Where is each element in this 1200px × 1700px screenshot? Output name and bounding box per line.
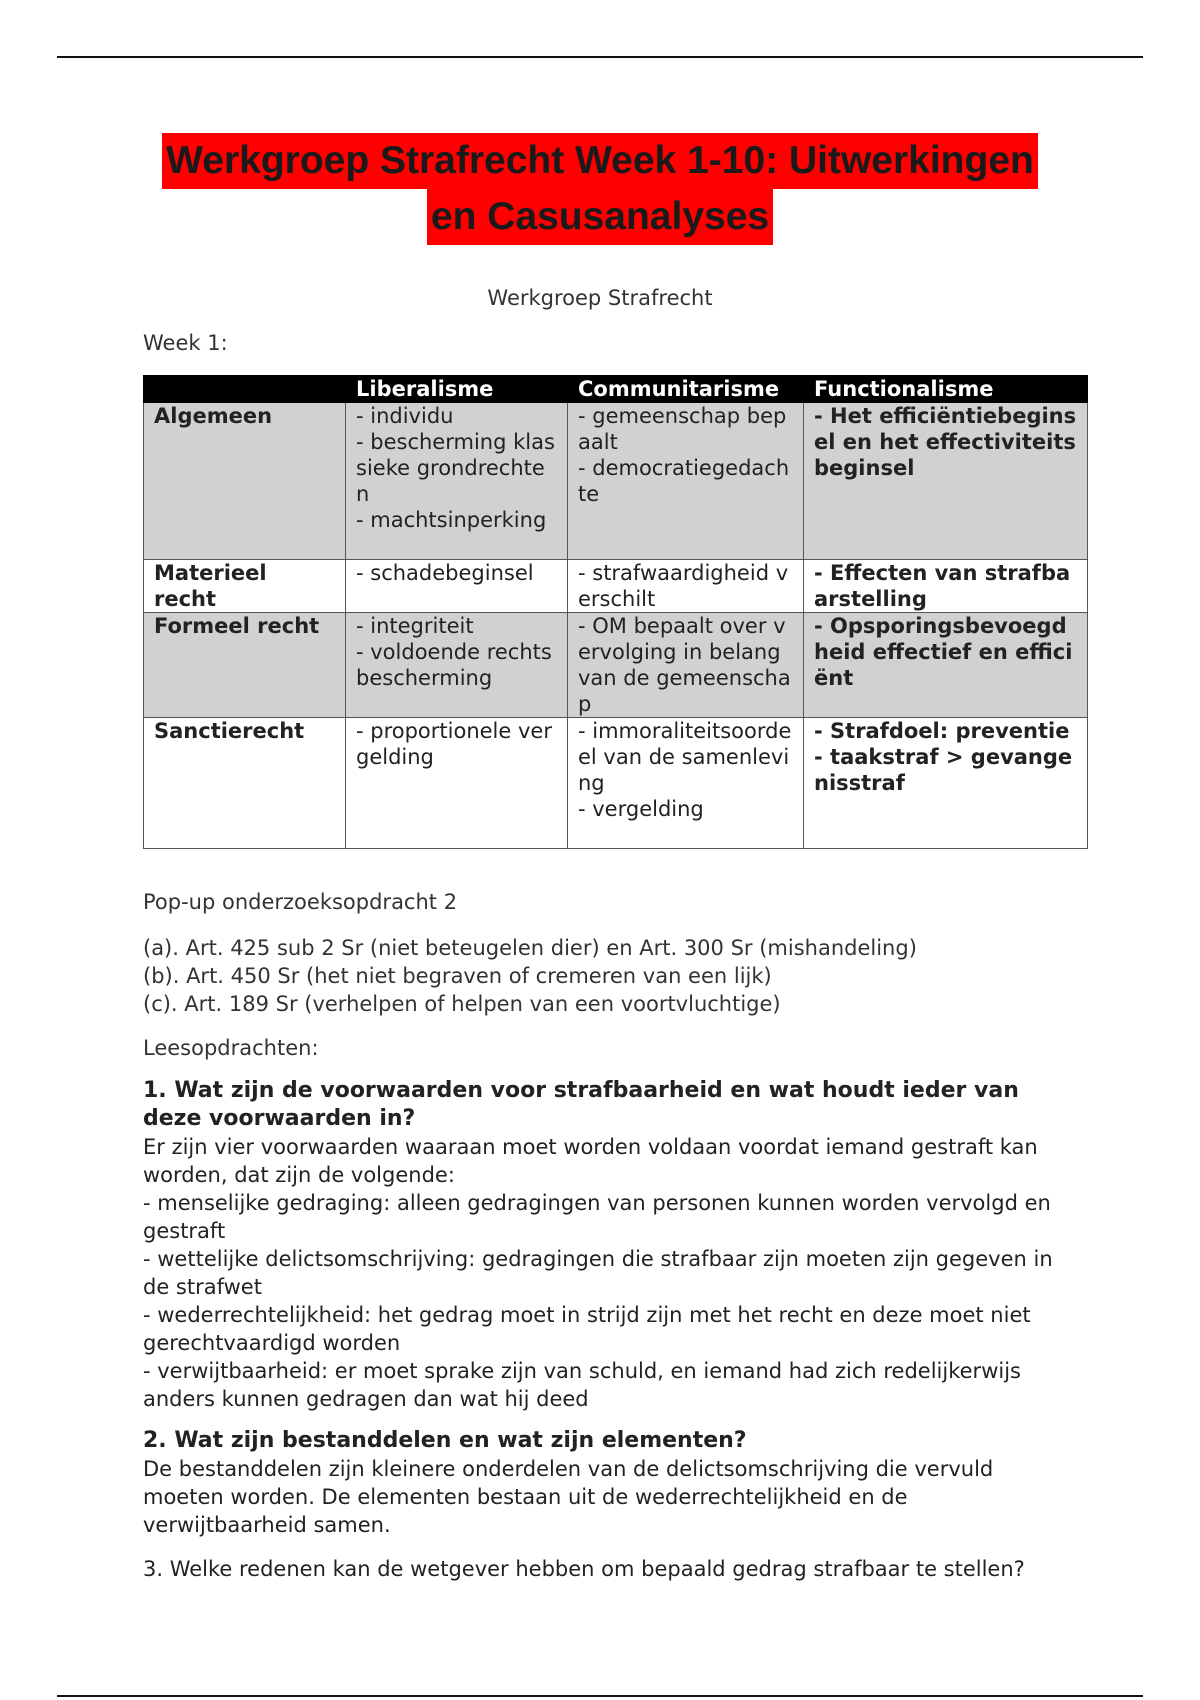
cell-line: - gemeenschap bepaalt <box>578 404 787 454</box>
answer-paragraph: - wettelijke delictsomschrijving: gedragingen die strafbaar zijn moeten zijn gegeven in de strafwet <box>143 1247 1053 1299</box>
row-label: Materieel recht <box>144 560 346 613</box>
cell-line: - immoraliteitsoordeel van de samenleving <box>578 719 792 795</box>
cell-liberalisme <box>346 613 568 718</box>
question-3 <box>143 1555 1073 1583</box>
cell-communitarisme <box>568 613 804 718</box>
question-heading-plain: 3. Welke redenen kan de wetgever hebben om bepaald gedrag strafbaar te stellen? <box>143 1557 1025 1581</box>
cell-liberalisme <box>346 403 568 560</box>
table-row <box>144 403 1088 560</box>
answer-paragraph: - verwijtbaarheid: er moet sprake zijn van schuld, en iemand had zich redelijkerwijs anders kunnen gedragen dan wat hij deed <box>143 1359 1021 1411</box>
header-functionalisme: Functionalisme <box>804 376 1088 403</box>
cell-line: - bescherming klassieke grondrechten <box>356 430 555 506</box>
table-row <box>144 718 1088 849</box>
cell-line: - Opsporingsbevoegdheid effectief en efficiënt <box>814 614 1073 690</box>
cell-line: - democratiegedachte <box>578 456 790 506</box>
cell-line: - Het efficiëntiebeginsel en het effectiviteitsbeginsel <box>814 404 1077 480</box>
cell-functionalisme <box>804 718 1088 849</box>
cell-line: - schadebeginsel <box>356 561 534 585</box>
cell-line: - voldoende rechtsbescherming <box>356 640 552 690</box>
article-item: (a). Art. 425 sub 2 Sr (niet beteugelen dier) en Art. 300 Sr (mishandeling) <box>143 936 917 960</box>
cell-communitarisme <box>568 560 804 613</box>
cell-line: - proportionele vergelding <box>356 719 552 769</box>
question-1 <box>143 1077 1073 1413</box>
cell-line: - vergelding <box>578 797 704 821</box>
article-item: (c). Art. 189 Sr (verhelpen of helpen van een voortvluchtige) <box>143 992 781 1016</box>
cell-line: - taakstraf > gevangenisstraf <box>814 745 1073 795</box>
cell-liberalisme <box>346 718 568 849</box>
cell-communitarisme <box>568 403 804 560</box>
question-heading: 1. Wat zijn de voorwaarden voor strafbaarheid en wat houdt ieder van deze voorwaarden in? <box>143 1078 1019 1131</box>
row-label: Formeel recht <box>144 613 346 718</box>
cell-functionalisme <box>804 560 1088 613</box>
table-header-row <box>144 376 1088 403</box>
article-list <box>143 934 917 1018</box>
header-communitarisme: Communitarisme <box>568 376 804 403</box>
answer-paragraph: Er zijn vier voorwaarden waaraan moet worden voldaan voordat iemand gestraft kan worden, dat zijn de volgende: <box>143 1135 1038 1187</box>
reading-assignments-title: Leesopdrachten: <box>143 1036 319 1060</box>
comparison-table <box>143 375 1088 849</box>
header-empty <box>144 376 346 403</box>
cell-functionalisme <box>804 403 1088 560</box>
cell-liberalisme <box>346 560 568 613</box>
subtitle: Werkgroep Strafrecht <box>487 286 713 310</box>
table-row <box>144 613 1088 718</box>
answer-paragraph: - wederrechtelijkheid: het gedrag moet in strijd zijn met het recht en deze moet niet gerechtvaardigd worden <box>143 1303 1031 1355</box>
answer-paragraph: - menselijke gedraging: alleen gedragingen van personen kunnen worden vervolgd en gestraft <box>143 1191 1051 1243</box>
cell-line: - Strafdoel: preventie <box>814 719 1070 743</box>
cell-line: - OM bepaalt over vervolging in belang van de gemeenschap <box>578 614 791 716</box>
row-label: Algemeen <box>144 403 346 560</box>
question-2 <box>143 1427 1073 1539</box>
title-line-2: en Casusanalyses <box>427 189 773 245</box>
cell-functionalisme <box>804 613 1088 718</box>
cell-line: - machtsinperking <box>356 508 547 532</box>
cell-line: - strafwaardigheid verschilt <box>578 561 789 611</box>
top-rule <box>57 56 1143 58</box>
question-heading: 2. Wat zijn bestanddelen en wat zijn elementen? <box>143 1428 747 1453</box>
cell-communitarisme <box>568 718 804 849</box>
answer-paragraph: De bestanddelen zijn kleinere onderdelen van de delictsomschrijving die vervuld moeten worden. De elementen bestaan uit de wederrechtelijkheid en de verwijtbaarheid samen. <box>143 1457 994 1537</box>
table-row <box>144 560 1088 613</box>
header-liberalisme: Liberalisme <box>346 376 568 403</box>
popup-assignment-title: Pop-up onderzoeksopdracht 2 <box>143 890 458 914</box>
week-label: Week 1: <box>143 331 228 355</box>
cell-line: - individu <box>356 404 454 428</box>
title-line-1: Werkgroep Strafrecht Week 1-10: Uitwerkingen <box>162 133 1038 189</box>
document-title <box>60 133 1140 245</box>
article-item: (b). Art. 450 Sr (het niet begraven of cremeren van een lijk) <box>143 964 772 988</box>
row-label: Sanctierecht <box>144 718 346 849</box>
cell-line: - integriteit <box>356 614 474 638</box>
cell-line: - Effecten van strafbaarstelling <box>814 561 1071 611</box>
bottom-rule <box>57 1695 1143 1697</box>
